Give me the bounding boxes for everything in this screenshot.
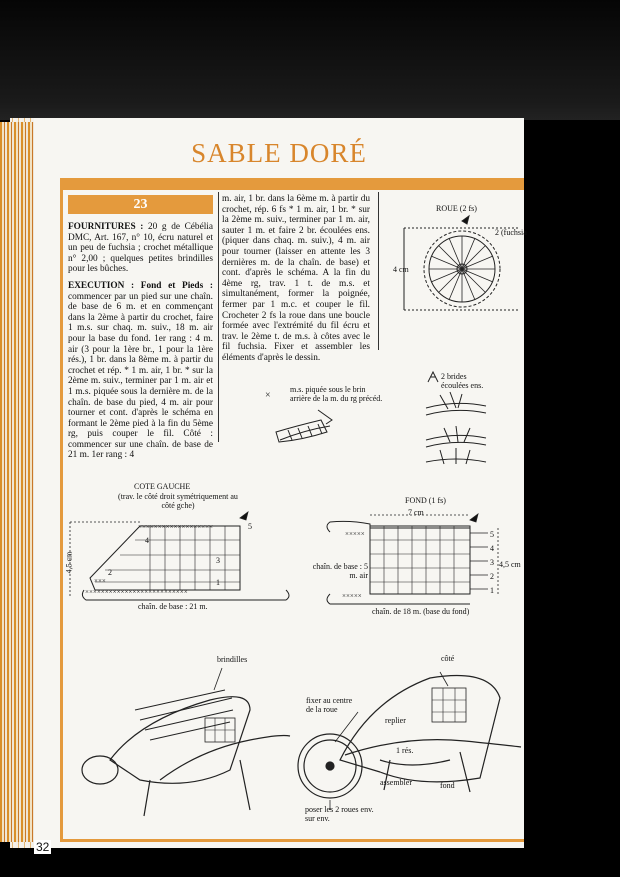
fond-title: FOND (1 fs) — [405, 496, 446, 505]
svg-text:×: × — [265, 390, 271, 401]
brides-symbol — [426, 372, 486, 464]
cote-row-2: 2 — [108, 568, 112, 577]
col2-text: m. air, 1 br. dans la 6ème m. à partir du crochet, rép. 6 fs * 1 m. air, 1 br. * sur la 2ème m. suiv., terminer par 1 m. air, sauter 1 m. et faire 2 br. écoulées ens. (piquer dans chaq. m. suiv.), 4 m. air pour tourner (laisser en attente les 3 dernières m. de la chaîn. de base) et cont. d'après le schéma. A la fin du 4ème rg, trav. 1 t. de m.s. et simultanément, former la poignée, fermer par 1 m.c. et couper le fil. Crocheter 2 fs la roue dans une boucle formée avec l'extrémité du fil écru et trav. le 2ème t. de m.s. à côtes avec le fil fuchsia. Fixer et assembler les éléments d'après le dessin. — [222, 194, 370, 363]
assembler-label: assembler — [380, 778, 412, 787]
cote-row-5: 5 — [248, 522, 252, 531]
svg-text:×××××: ××××× — [345, 530, 365, 538]
fond-row-2: 2 — [490, 572, 494, 581]
page-number: 32 — [36, 840, 50, 854]
fond-row-4: 4 — [490, 544, 494, 553]
fixer-label: fixer au centre de la roue — [306, 696, 353, 714]
cote-gauche-title: COTE GAUCHE — [134, 482, 191, 491]
fond-chain-18: chaîn. de 18 m. (base du fond) — [372, 607, 470, 616]
fond-height: 4,5 cm — [499, 560, 521, 569]
fond-row-1: 1 — [490, 586, 494, 595]
brides-legend: 2 brides écoulées ens. — [441, 372, 484, 390]
execution-label: EXECUTION : Fond et Pieds : — [68, 280, 213, 291]
replier-label: replier — [385, 716, 406, 725]
svg-text:×××: ××× — [94, 577, 106, 585]
roue-title: ROUE (2 fs) — [436, 204, 477, 213]
fournitures-label: FOURNITURES : — [68, 222, 144, 232]
execution-text: commencer par un pied sur une chaîn. de base de 6 m. et en commençant dans la 2ème à partir du crochet, faire 1 m.s. sur chaq. m. suiv., 18 m. air pour la base du fond. 1er rang : 4 m. air (3 pour la 1ère br., 1 pour la 1ère rés.), 1 br. dans la 8ème m. à partir du crochet et rép. * 1 m. air, 1 br. * sur la 2ème m. suiv., terminer par 1 m. air et 1 m.s. piquée sous la dernière m. de la chaîn. de base du pied, 4 m. air pour tourner et cont. d'après le schéma en formant le 2ème pied à la fin du 5ème rg, puis couper le fil. Côté : commencer sur une chaîn. de base de 21 m. 1er rang : 4 — [68, 291, 213, 461]
wheelbarrow-brindilles-sketch — [82, 668, 290, 816]
brindilles-label: brindilles — [217, 655, 248, 664]
cote-gauche-subtitle: (trav. le côté droit symétriquement au côté gche) — [118, 492, 238, 510]
svg-text:×××××××××××××××××××: ××××××××××××××××××× — [138, 523, 214, 531]
ms-symbol — [265, 390, 332, 442]
svg-text:×××××: ××××× — [342, 592, 362, 600]
cote-row-1: 1 — [216, 578, 220, 587]
fond-base-chain: chaîn. de base : 5 m. air — [312, 562, 368, 580]
cote-base-chain: chaîn. de base : 21 m. — [138, 602, 208, 611]
cote-gauche-diagram — [70, 512, 289, 600]
fond-width: 7 cm — [408, 508, 424, 517]
roue-diagram — [404, 216, 520, 310]
fond-row-5: 5 — [490, 530, 494, 539]
model-number-badge: 23 — [68, 195, 213, 214]
svg-text:××××××××××××××××××××××××××: ×××××××××××××××××××××××××× — [85, 588, 188, 596]
wheelbarrow-assembly-sketch — [298, 672, 521, 810]
fond-row-3: 3 — [490, 558, 494, 567]
fond-diagram — [327, 514, 498, 604]
cote-dimension: 4,5 cm — [64, 551, 74, 574]
roue-fuchsia-label: 2 (fuchsia — [495, 228, 527, 237]
page-title: SABLE DORÉ — [191, 138, 367, 168]
cote-label: côté — [441, 654, 455, 663]
ms-legend: m.s. piquée sous le brin arrière de la m. du rg précéd. — [290, 385, 383, 403]
roue-dimension: 4 cm — [393, 265, 409, 274]
cote-row-4: 4 — [145, 536, 149, 545]
fournitures-text: 20 g de Cébélia DMC, Art. 167, n° 10, écru naturel et un peu de fuchsia ; crochet métallique n° 2,00 ; quelques petites brindilles pour les bûches. — [68, 222, 213, 275]
cote-row-3: 3 — [216, 556, 220, 565]
res-label: 1 rés. — [396, 746, 414, 755]
fond-label: fond — [440, 781, 455, 790]
poser-label: poser les 2 roues env. sur env. — [305, 805, 374, 823]
